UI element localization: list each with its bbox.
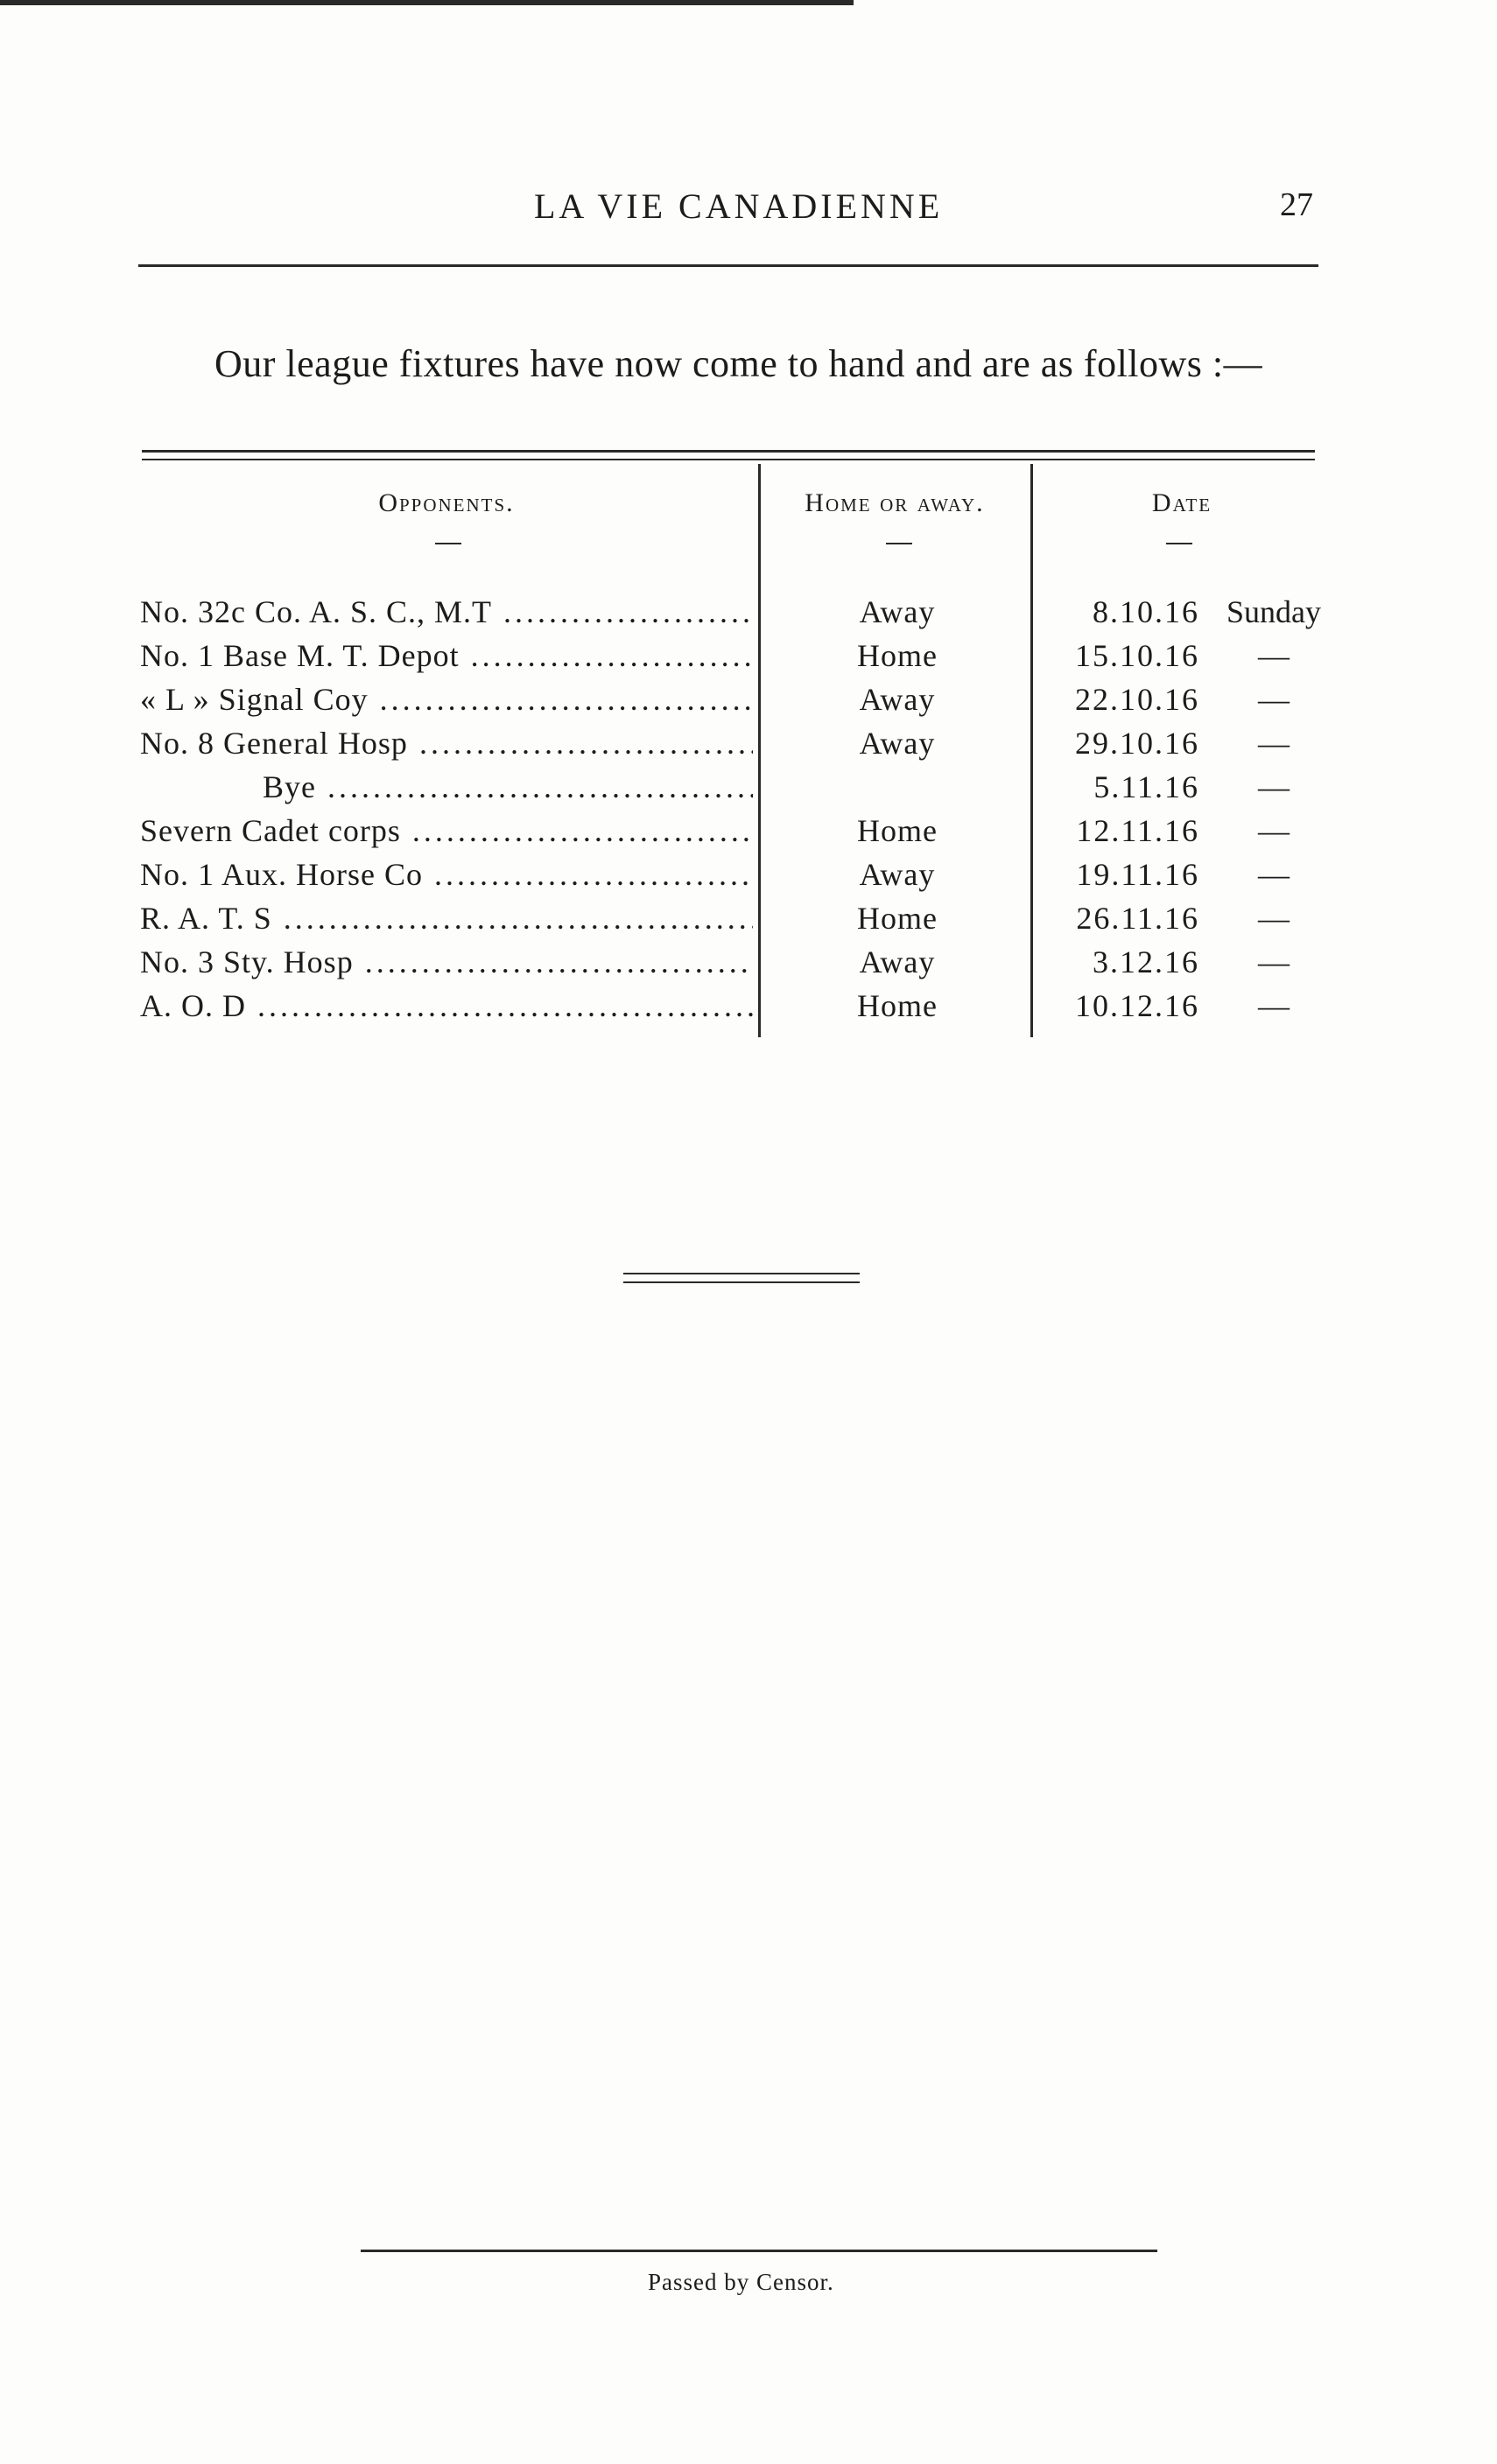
date-cell: 3.12.16 [1093,944,1199,979]
date-cell: 5.11.16 [1093,769,1199,804]
table-top-rule-inner [142,459,1315,460]
date-cell: 22.10.16 [1075,682,1199,717]
opponent-cell: Severn Cadet corps ..... [140,812,753,849]
date-note: — [1258,638,1290,673]
table-row [0,681,1497,723]
header-dash [1166,543,1192,544]
date-cell: 12.11.16 [1076,813,1199,848]
home-away-cell: Away [859,857,936,892]
date-note: — [1258,944,1290,979]
date-cell: 29.10.16 [1075,726,1199,761]
table-row [0,944,1497,986]
date-note: Sunday [1226,594,1321,629]
intro-paragraph: Our league fixtures have now come to hand and are as follows :— [214,342,1263,385]
header-dash [435,543,461,544]
date-note: — [1258,857,1290,892]
header-rule [138,264,1318,267]
opponent-cell: R. A. T. S ..... [140,900,753,937]
home-away-cell: Away [859,594,936,629]
table-row [0,593,1497,635]
date-cell: 10.12.16 [1075,988,1199,1023]
opponent-cell: No. 32c Co. A. S. C., M.T ..... [140,593,753,630]
table-row [0,637,1497,679]
date-note: — [1258,901,1290,936]
table-row [0,856,1497,898]
date-note: — [1258,988,1290,1023]
opponent-cell: « L » Signal Coy ..... [140,681,753,718]
top-border [0,0,854,5]
date-note: — [1258,682,1290,717]
date-note: — [1258,726,1290,761]
section-divider [623,1273,860,1274]
table-row [0,812,1497,854]
date-note: — [1258,769,1290,804]
opponent-cell: No. 1 Base M. T. Depot ..... [140,637,753,674]
running-header: LA VIE CANADIENNE [534,186,944,226]
censor-note: Passed by Censor. [648,2269,834,2295]
home-away-cell: Away [859,944,936,979]
date-cell: 19.11.16 [1076,857,1199,892]
opponent-cell: No. 1 Aux. Horse Co ..... [140,856,753,893]
opponent-cell: No. 8 General Hosp ..... [140,725,753,762]
table-top-rule [142,450,1315,453]
home-away-cell: Away [859,682,936,717]
section-divider-inner [623,1281,860,1283]
date-note: — [1258,813,1290,848]
home-away-cell: Home [857,638,938,673]
header-date: Date [1151,488,1212,517]
date-cell: 15.10.16 [1075,638,1199,673]
opponent-cell: No. 3 Sty. Hosp ..... [140,944,753,980]
table-row [0,900,1497,942]
page-number: 27 [1280,186,1313,223]
table-row [0,987,1497,1029]
opponent-cell: Bye ..... [263,769,753,805]
date-cell: 26.11.16 [1076,901,1199,936]
home-away-cell: Away [859,726,936,761]
header-opponents: Opponents. [378,488,515,517]
header-dash [886,543,912,544]
home-away-cell: Home [857,901,938,936]
table-row [0,725,1497,767]
footer-rule [361,2250,1157,2252]
date-cell: 8.10.16 [1093,594,1199,629]
home-away-cell: Home [857,813,938,848]
table-row [0,769,1497,811]
header-home-away: Home or away. [805,488,985,517]
home-away-cell: Home [857,988,938,1023]
opponent-cell: A. O. D ..... [140,987,753,1024]
